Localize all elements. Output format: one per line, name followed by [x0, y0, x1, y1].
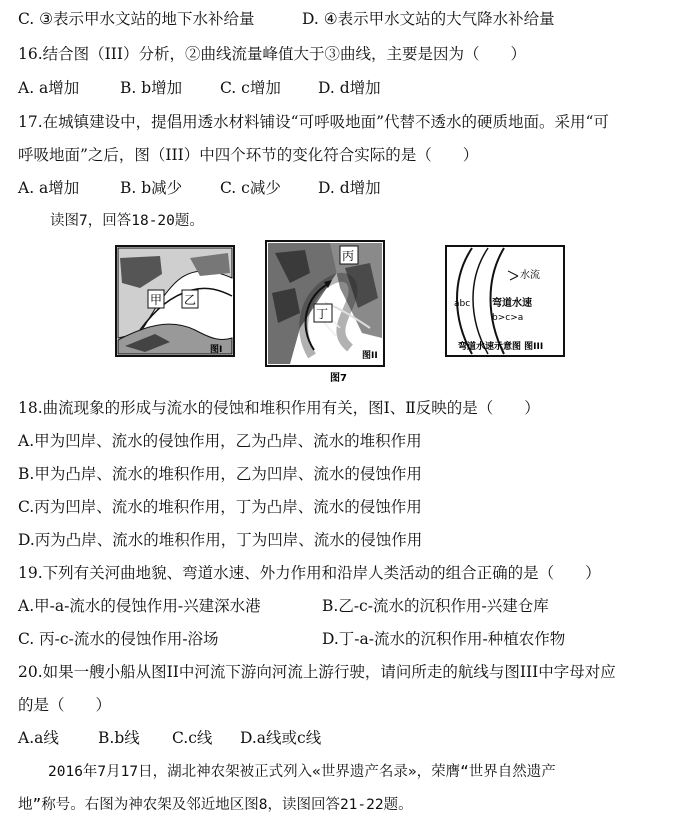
- figure7-panel-1: [116, 246, 234, 356]
- q17-option-c: C. c减少: [220, 179, 281, 197]
- q16-option-a: A. a增加: [18, 79, 80, 97]
- q17-stem-line1: 17.在城镇建设中，提倡用透水材料铺设“可呼吸地面”代替不透水的硬质地面。采用“可: [18, 113, 609, 131]
- figure7-panel-3-desc: 弯道水速: [492, 298, 532, 309]
- passage-line1: 2016年7月17日，湖北神农架被正式列入«世界遗产名录»，荣膺“世界自然遗产: [48, 764, 556, 780]
- q20-option-c: C.c线: [172, 729, 213, 747]
- q15-option-d: D. ④表示甲水文站的大气降水补给量: [302, 10, 555, 28]
- q19-option-d: D.丁-a-流水的沉积作用-种植农作物: [322, 630, 566, 648]
- figure7-label-ding: 丁: [316, 307, 329, 321]
- q16-option-d: D. d增加: [318, 79, 381, 97]
- figure7-label-yi: 乙: [184, 293, 197, 307]
- q20-option-a: A.a线: [18, 729, 59, 747]
- q16-stem: 16.结合图（III）分析，②曲线流量峰值大于③曲线，主要是因为（ ）: [18, 45, 527, 63]
- figure7-intro: 读图7，回答18-20题。: [50, 213, 204, 229]
- q19-option-a: A.甲-a-流水的侵蚀作用-兴建深水港: [18, 597, 261, 615]
- figure7-panel-3-abc: abc: [454, 299, 471, 309]
- q17-stem-line2: 呼吸地面”之后，图（III）中四个环节的变化符合实际的是（ ）: [18, 146, 479, 164]
- figure7: [100, 238, 600, 388]
- figure7-label-jia: 甲: [150, 293, 163, 307]
- q17-option-a: A. a增加: [18, 179, 80, 197]
- q19-option-c: C. 丙-c-流水的侵蚀作用-浴场: [18, 630, 219, 648]
- q16-option-b: B. b增加: [120, 79, 183, 97]
- q18-option-b: B.甲为凸岸、流水的堆积作用，乙为凹岸、流水的侵蚀作用: [18, 465, 422, 483]
- figure7-label-bing: 丙: [342, 249, 355, 263]
- q16-option-c: C. c增加: [220, 79, 281, 97]
- figure7-panel-2: [266, 241, 384, 366]
- passage-line2: 地”称号。右图为神农架及邻近地区图8，读图回答21-22题。: [18, 797, 413, 813]
- q15-option-c: C. ③表示甲水文站的地下水补给量: [18, 10, 255, 28]
- figure7-caption: 图7: [330, 373, 347, 384]
- q17-option-b: B. b减少: [120, 179, 183, 197]
- q18-option-a: A.甲为凹岸、流水的侵蚀作用，乙为凸岸、流水的堆积作用: [18, 432, 422, 450]
- q18-stem: 18.曲流现象的形成与流水的侵蚀和堆积作用有关，图Ⅰ、Ⅱ反映的是（ ）: [18, 399, 540, 417]
- figure7-panel-3-title: 水流: [520, 270, 540, 281]
- figure7-panel-3-label: 弯道水速示意图 图III: [458, 342, 544, 352]
- figure7-panel-2-label: 图II: [362, 351, 378, 361]
- q18-option-c: C.丙为凹岸、流水的堆积作用，丁为凸岸、流水的侵蚀作用: [18, 498, 422, 516]
- q20-stem-line2: 的是（ ）: [18, 696, 112, 714]
- q20-option-b: B.b线: [98, 729, 140, 747]
- q19-stem: 19.下列有关河曲地貌、弯道水速、外力作用和沿岸人类活动的组合正确的是（ ）: [18, 564, 601, 582]
- q20-option-d: D.a线或c线: [240, 729, 322, 747]
- figure7-panel-3-relation: b>c>a: [492, 313, 524, 323]
- figure7-panel-1-label: 图I: [210, 345, 223, 355]
- q17-option-d: D. d增加: [318, 179, 381, 197]
- q19-option-b: B.乙-c-流水的沉积作用-兴建仓库: [322, 597, 549, 615]
- q18-option-d: D.丙为凸岸、流水的堆积作用，丁为凹岸、流水的侵蚀作用: [18, 531, 423, 549]
- q20-stem-line1: 20.如果一艘小船从图II中河流下游向河流上游行驶，请问所走的航线与图III中字母对应: [18, 663, 616, 681]
- figure7-panel-3: [446, 246, 564, 356]
